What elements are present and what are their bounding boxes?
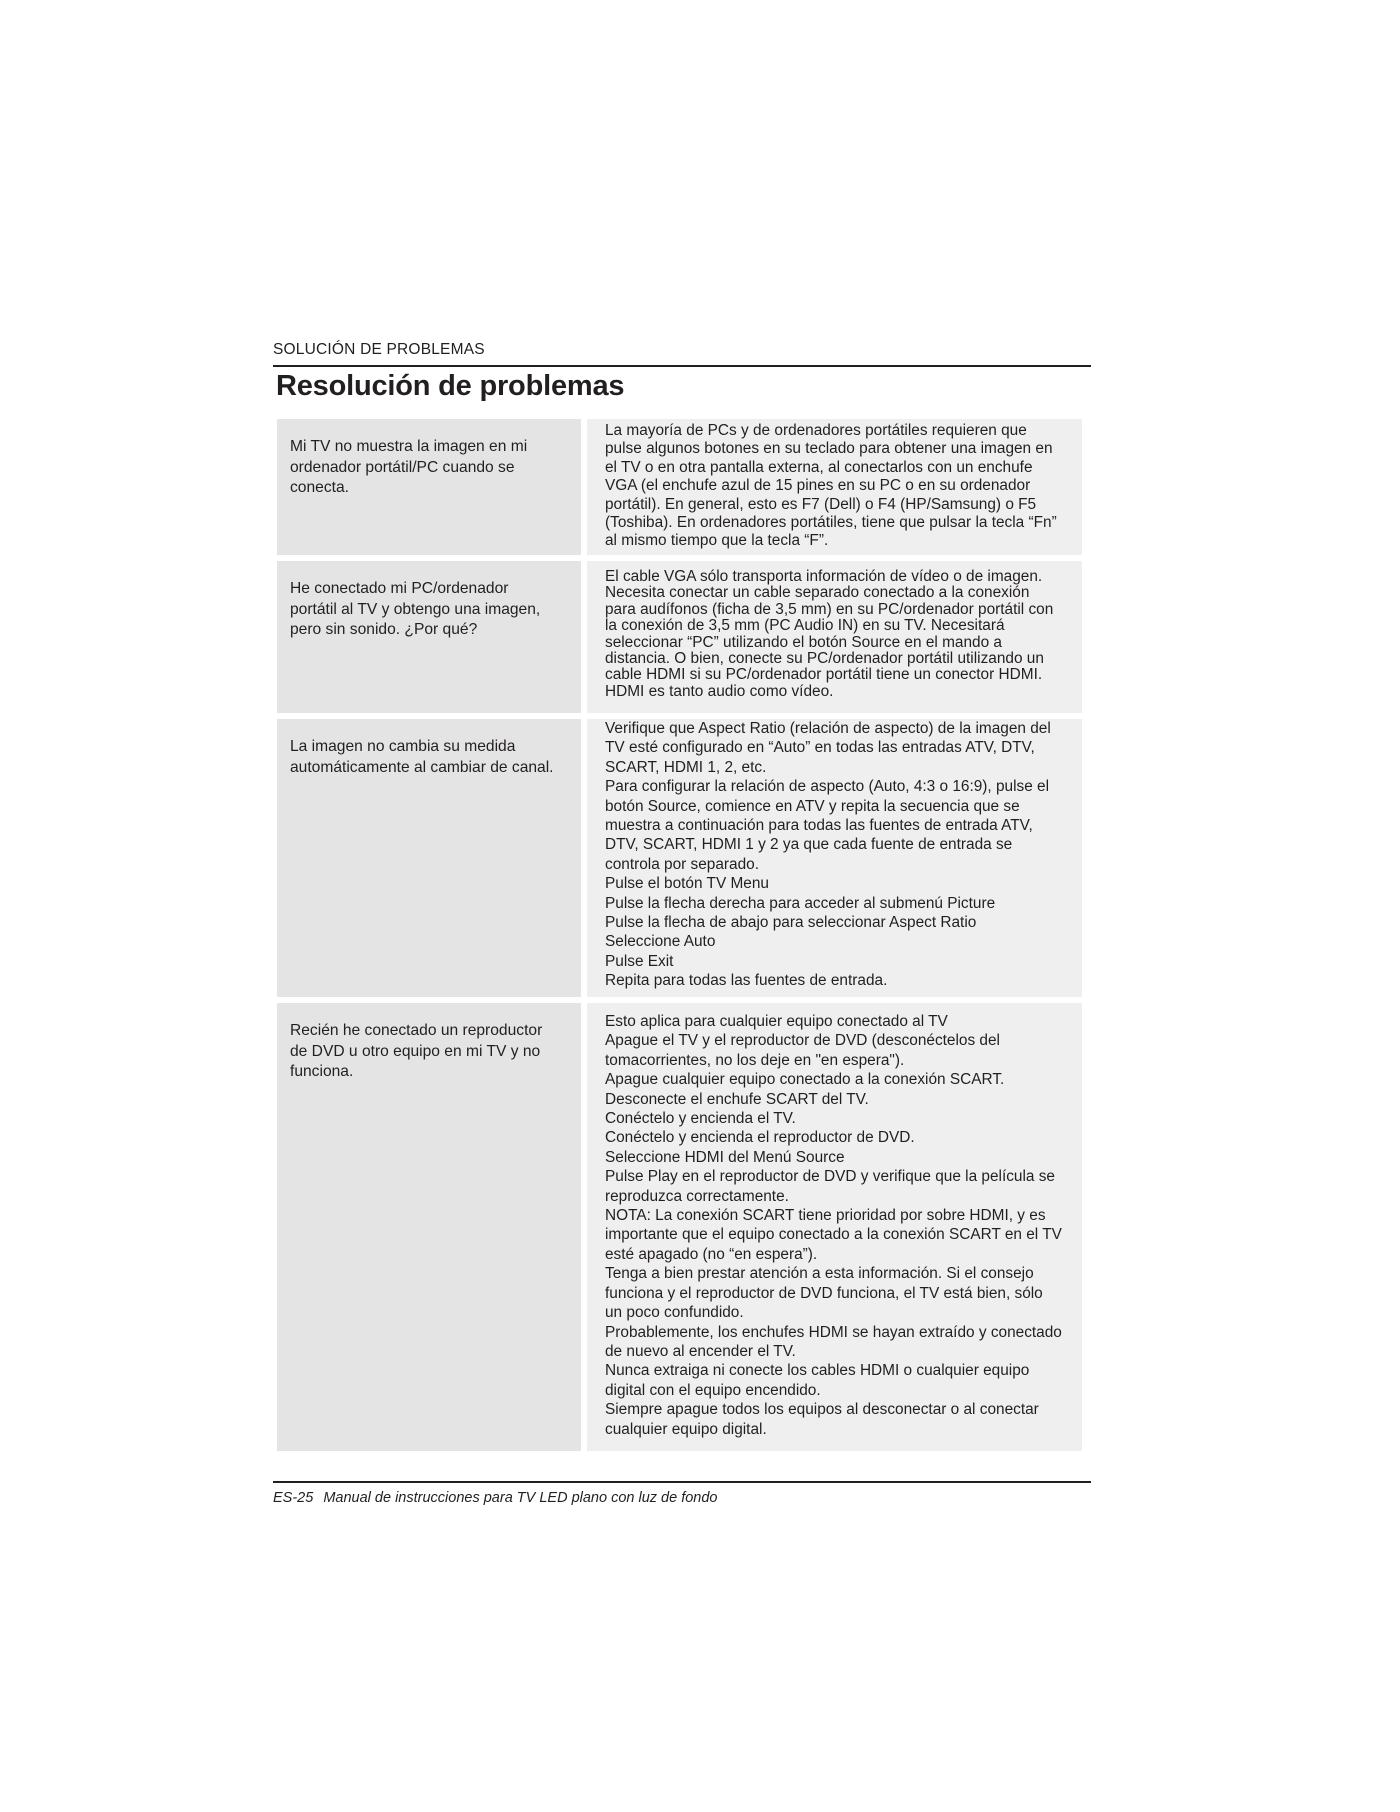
page-title: Resolución de problemas xyxy=(276,370,625,402)
table-row xyxy=(277,419,1082,555)
table-row xyxy=(277,1003,1082,1451)
solution-text: Nunca extraiga ni conecte los cables HDMI o cualquier equipo digital con el equipo encendido. xyxy=(605,1362,1030,1399)
solution-text: El cable VGA sólo transporta información de vídeo o de imagen. Necesita conectar un cable separado conectado a la conexión para audífonos (ficha de 3,5 mm) en su PC/ordenador portátil con la conexión de 3,5 mm (PC Audio IN) en su TV. Necesitará seleccionar “PC” utilizando el botón Source en el mando a distancia. O bien, conecte su PC/ordenador portátil utilizando un cable HDMI si su PC/ordenador portátil tiene un conector HDMI. HDMI es tanto audio como vídeo. xyxy=(605,568,1054,700)
solution-text: Pulse la flecha de abajo para seleccionar Aspect Ratio xyxy=(605,914,977,932)
table-row xyxy=(277,561,1082,713)
solution-text: Siempre apague todos los equipos al desconectar o al conectar cualquier equipo digital. xyxy=(605,1401,1039,1438)
manual-title: Manual de instrucciones para TV LED plano con luz de fondo xyxy=(323,1490,718,1506)
solution-text: Conéctelo y encienda el reproductor de DVD. xyxy=(605,1129,915,1147)
solution-text: Apague el TV y el reproductor de DVD (desconéctelos del tomacorrientes, no los deje en "en espera"). xyxy=(605,1032,1000,1069)
problem-cell: Mi TV no muestra la imagen en mi ordenador portátil/PC cuando se conecta. xyxy=(277,419,581,555)
solution-text: NOTA: La conexión SCART tiene prioridad por sobre HDMI, y es importante que el equipo conectado a la conexión SCART en el TV esté apagado (no “en espera”). xyxy=(605,1207,1062,1263)
solution-text: Repita para todas las fuentes de entrada. xyxy=(605,972,888,990)
solution-text: Esto aplica para cualquier equipo conectado al TV xyxy=(605,1013,948,1030)
page-footer xyxy=(273,1490,718,1506)
solution-text: Pulse Exit xyxy=(605,952,674,970)
solution-text: Pulse el botón TV Menu xyxy=(605,875,769,893)
problem-cell: He conectado mi PC/ordenador portátil al TV y obtengo una imagen, pero sin sonido. ¿Por qué? xyxy=(277,561,581,713)
troubleshooting-table xyxy=(277,419,1082,1457)
section-label: SOLUCIÓN DE PROBLEMAS xyxy=(273,341,485,358)
top-divider xyxy=(273,365,1091,367)
solution-cell xyxy=(587,719,1082,997)
problem-cell: La imagen no cambia su medida automáticamente al cambiar de canal. xyxy=(277,719,581,997)
solution-text: Probablemente, los enchufes HDMI se hayan extraído y conectado de nuevo al encender el TV. xyxy=(605,1323,1062,1360)
solution-cell xyxy=(587,419,1082,555)
solution-text: Pulse Play en el reproductor de DVD y verifique que la película se reproduzca correctamente. xyxy=(605,1168,1055,1205)
solution-cell xyxy=(587,1003,1082,1451)
solution-text: Tenga a bien prestar atención a esta información. Si el consejo funciona y el reproductor de DVD funciona, el TV está bien, sólo un poco confundido. xyxy=(605,1265,1043,1322)
bottom-divider xyxy=(273,1481,1091,1483)
solution-text: Apague cualquier equipo conectado a la conexión SCART. xyxy=(605,1071,1005,1089)
problem-cell: Recién he conectado un reproductor de DVD u otro equipo en mi TV y no funciona. xyxy=(277,1003,581,1451)
solution-cell xyxy=(587,561,1082,713)
solution-text: Conéctelo y encienda el TV. xyxy=(605,1110,796,1128)
page-number: ES-25 xyxy=(273,1490,314,1506)
solution-text: La mayoría de PCs y de ordenadores portátiles requieren que pulse algunos botones en su teclado para obtener una imagen en el TV o en otra pantalla externa, al conectarlos con un enchufe VGA (el enchufe azul de 15 pines en su PC o en su ordenador portátil). En general, esto es F7 (Dell) o F4 (HP/Samsung) o F5 (Toshiba). En ordenadores portátiles, tiene que pulsar la tecla “Fn” al mismo tiempo que la tecla “F”. xyxy=(605,422,1057,550)
solution-text: Seleccione Auto xyxy=(605,933,716,951)
table-row xyxy=(277,719,1082,997)
solution-text: Para configurar la relación de aspecto (Auto, 4:3 o 16:9), pulse el botón Source, comience en ATV y repita la secuencia que se muestra a continuación para todas las fuentes de entrada ATV, DTV, SCART, HDMI 1 y 2 ya que cada fuente de entrada se controla por separado. xyxy=(605,778,1050,873)
solution-text: Seleccione HDMI del Menú Source xyxy=(605,1148,845,1166)
solution-text: Pulse la flecha derecha para acceder al submenú Picture xyxy=(605,894,996,912)
solution-text: Verifique que Aspect Ratio (relación de aspecto) de la imagen del TV esté configurado en “Auto” en todas las entradas ATV, DTV, SCART, HDMI 1, 2, etc. xyxy=(605,720,1051,776)
solution-text: Desconecte el enchufe SCART del TV. xyxy=(605,1090,869,1108)
